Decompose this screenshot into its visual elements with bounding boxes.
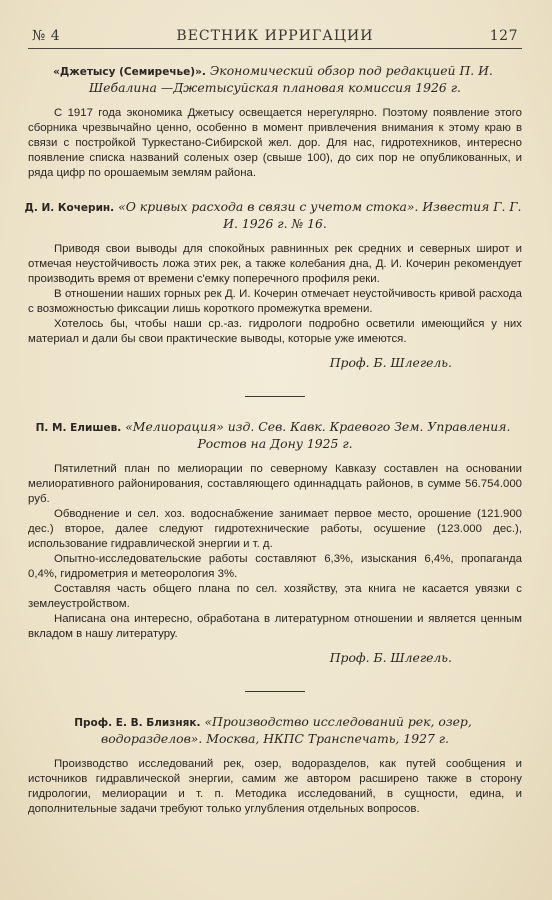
journal-title: ВЕСТНИК ИРРИГАЦИИ <box>176 28 374 44</box>
review-bliznyak <box>28 714 522 817</box>
review-paragraph: Опытно-исследовательские работы составляют 6,3%, изыскания 6,4%, пропаганда 0,4%, гидрометрия и метеорология 3%. <box>28 553 522 580</box>
review-body <box>28 106 522 181</box>
review-author: «Джетысу (Семиречье)». <box>53 66 206 78</box>
review-kocherin <box>24 199 522 370</box>
review-elishev <box>28 419 522 665</box>
review-author: Проф. Е. В. Близняк. <box>74 717 201 729</box>
review-signature: Проф. Б. Шлегель. <box>329 355 452 370</box>
review-heading <box>28 63 522 96</box>
review-body <box>28 242 522 347</box>
page-header <box>28 28 522 49</box>
review-paragraph: Обводнение и сел. хоз. водоснабжение занимает первое место, орошение (121.900 дес.) второе, далее следуют гидротехнические работы, осушение (123.000 дес.), использование гидравлической энергии и т. д. <box>28 508 522 550</box>
review-heading <box>24 199 522 232</box>
review-heading <box>28 714 522 747</box>
review-signature: Проф. Б. Шлегель. <box>329 650 452 665</box>
review-paragraph: Написана она интересно, обработана в литературном отношении и является ценным вкладом в нашу литературу. <box>28 613 522 640</box>
issue-number: № 4 <box>32 28 61 44</box>
page-number: 127 <box>489 28 518 44</box>
review-author: Д. И. Кочерин. <box>24 202 115 214</box>
review-paragraph: В отношении наших горных рек Д. И. Кочерин отмечает неустойчивость кривой расхода с возможностью фиксации лишь короткого промежутка времени. <box>28 288 522 315</box>
review-paragraph: Хотелось бы, чтобы наши ср.-аз. гидрологи подробно осветили имеющийся у них материал и дали бы свои практические выводы, которые уже имеются. <box>28 318 522 345</box>
review-body <box>28 757 522 817</box>
section-divider <box>245 396 305 397</box>
review-title: «О кривых расхода в связи с учетом стока». Известия Г. Г. И. 1926 г. № 16. <box>118 199 522 231</box>
review-title: «Мелиорация» изд. Сев. Кавк. Краевого Зем. Управления. Ростов на Дону 1925 г. <box>125 419 511 451</box>
review-paragraph: Пятилетний план по мелиорации по северному Кавказу составлен на основании мелиоративного районирования, составляющего одиннадцать районов, в сумме 56.754.000 руб. <box>28 463 522 505</box>
review-title: «Производство исследований рек, озер, водоразделов». Москва, НКПС Транспечать, 1927 г. <box>101 714 472 746</box>
review-paragraph: Производство исследований рек, озер, водоразделов, как путей сообщения и источников гидравлической энергии, самим же автором расширено также в сторону гидрологии, мелиорации и т. п. Методика исследований, в сущности, едина, и дополнительные задачи требуют только углубления отдельных вопросов. <box>28 758 522 815</box>
review-body <box>28 462 522 642</box>
review-heading <box>28 419 522 452</box>
review-paragraph: Составляя часть общего плана по сел. хозяйству, эта книга не касается увязки с землеустройством. <box>28 583 522 610</box>
review-paragraph: Приводя свои выводы для спокойных равнинных рек средних и северных широт и отмечая неустойчивость ложа этих рек, а также колебания дна, Д. И. Кочерин рекомендует производить время от времени с'емку поперечного профиля реки. <box>28 243 522 285</box>
review-paragraph: С 1917 года экономика Джетысу освещается нерегулярно. Поэтому появление этого сборника чрезвычайно ценно, особенно в момент привлечения внимания к этому краю в связи с постройкой Туркестано-Сибирской жел. дор. Для нас, гидротехников, интересно появление списка названий соленых озер (свыше 100), до сих пор не опубликованных, и ряда цифр по орошаемым землям района. <box>28 107 522 179</box>
section-divider <box>245 691 305 692</box>
review-author: П. М. Елишев. <box>35 422 122 434</box>
review-jetysu <box>28 63 522 181</box>
review-title: Экономический обзор под редакцией П. И. Шебалина —Джетысуйская плановая комиссия 1926 г. <box>89 63 493 95</box>
